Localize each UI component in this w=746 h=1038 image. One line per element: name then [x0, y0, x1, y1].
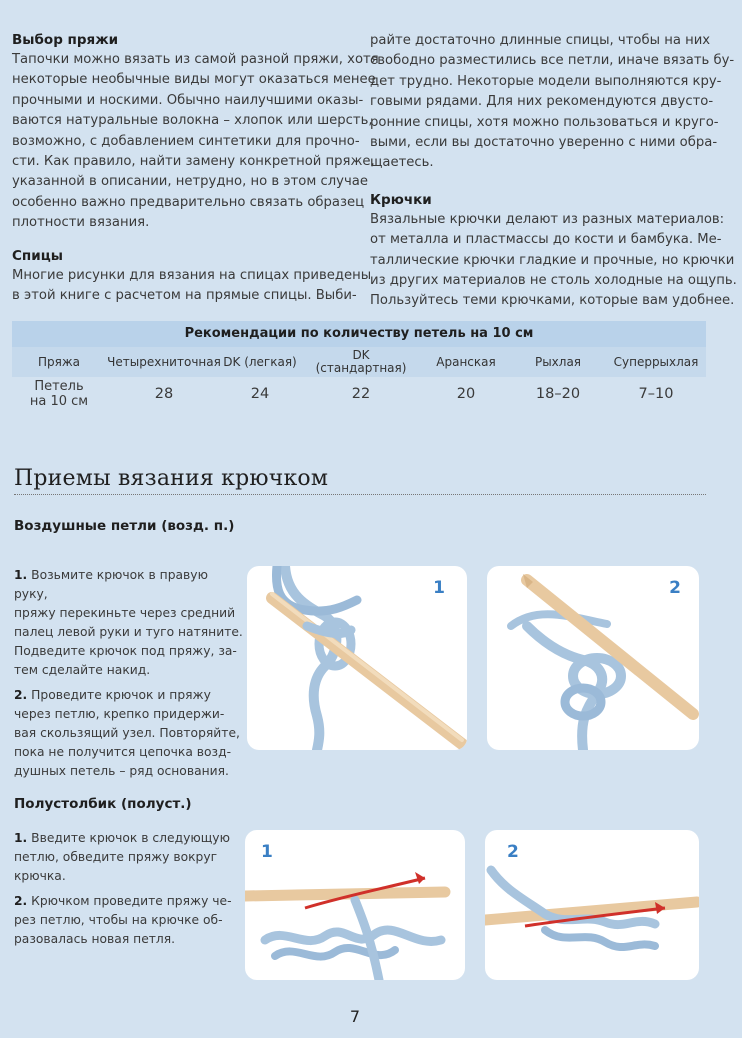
text-line: таллические крючки гладкие и прочные, но крючки	[370, 252, 735, 268]
step-number: 2.	[14, 688, 28, 702]
text-line: некоторые необычные виды могут оказаться менее	[12, 72, 376, 88]
value-dk-light: 24	[250, 386, 270, 402]
right-column	[370, 31, 737, 312]
yarn-heading: Выбор пряжи	[12, 32, 119, 48]
text-line: сти. Как правило, найти замену конкретной пряже,	[12, 154, 375, 170]
text-line: дет трудно. Некоторые модели выполняются кру-	[370, 73, 722, 89]
yarn-text	[12, 50, 379, 234]
text-line: палец левой руки и туго натяните.	[14, 625, 243, 639]
text-line: душных петель – ряд основания.	[14, 764, 229, 778]
header-dk: DK	[352, 348, 370, 362]
page-edge	[742, 0, 746, 1038]
section-title: Приемы вязания крючком	[14, 466, 329, 491]
chain-heading: Воздушные петли (возд. п.)	[14, 518, 235, 534]
text-line: Пользуйтесь теми крючками, которые вам удобнее.	[370, 293, 735, 309]
figure-number: 2	[669, 578, 681, 598]
text-line: пряжу перекиньте через средний	[14, 606, 236, 620]
value-bulky: 18–20	[535, 386, 581, 402]
value-dk-standard: 22	[351, 386, 371, 402]
step-number: 1.	[14, 568, 28, 582]
chain-illustration-1	[247, 566, 467, 750]
text-line: крючка.	[14, 869, 66, 883]
header-dk-standard: (стандартная)	[315, 361, 407, 375]
text-line: тем сделайте накид.	[14, 663, 151, 677]
table-title: Рекомендации по количеству петель на 10 см	[12, 321, 706, 347]
text-line: Проведите крючок и пряжу	[27, 688, 211, 702]
text-line: вая скользящий узел. Повторяйте,	[14, 726, 240, 740]
value-aran: 20	[456, 386, 476, 402]
text-line: разовалась новая петля.	[14, 932, 176, 946]
text-line: указанной в описании, нетрудно, но в этом случае	[12, 174, 368, 190]
slip-heading: Полустолбик (полуст.)	[14, 796, 192, 812]
table-value-row	[12, 377, 706, 415]
value-super-bulky: 7–10	[638, 386, 674, 402]
text-line: говыми рядами. Для них рекомендуются двусто-	[370, 94, 714, 110]
row-label	[30, 379, 88, 409]
figure-number: 2	[507, 842, 519, 862]
chain-step-2	[14, 686, 244, 781]
text-line: в этой книге с расчетом на прямые спицы. Выби-	[12, 288, 357, 304]
header-dk-light: DK (легкая)	[223, 355, 297, 369]
hooks-heading: Крючки	[370, 191, 432, 208]
chain-steps	[14, 566, 244, 781]
text-line: из других материалов не столь холодные на ощупь.	[370, 273, 737, 289]
text-line: Подведите крючок под пряжу, за-	[14, 644, 237, 658]
text-line: Введите крючок в следующую	[27, 831, 230, 845]
header-yarn: Пряжа	[37, 355, 81, 369]
text-line: Возьмите крючок в правую руку,	[14, 568, 208, 601]
header-super-bulky: Суперрыхлая	[613, 355, 699, 369]
text-line: рез петлю, чтобы на крючке об-	[14, 913, 223, 927]
stitch-gauge-table	[12, 321, 706, 415]
hooks-text	[370, 210, 737, 312]
text-line: выми, если вы достаточно уверенно с ними обра-	[370, 135, 718, 151]
text-line: щаетесь.	[370, 155, 434, 171]
text-line: ваются натуральные волокна – хлопок или шерсть,	[12, 113, 373, 129]
chain-step-1	[14, 566, 244, 680]
text-line: особенно важно предварительно связать образец	[12, 194, 365, 210]
text-line: возможно, с добавлением синтетики для прочно-	[12, 133, 360, 149]
slip-illustration-2	[485, 830, 699, 980]
title-divider	[14, 494, 706, 495]
text-line: Крючком проведите пряжу че-	[27, 894, 232, 908]
slip-step-2	[14, 892, 244, 949]
step-number: 2.	[14, 894, 28, 908]
text-line: пока не получится цепочка возд-	[14, 745, 232, 759]
table-header-row	[12, 347, 706, 377]
hook-yarn-drawing	[245, 830, 465, 980]
text-line: райте достаточно длинные спицы, чтобы на них	[370, 33, 711, 48]
slip-step-1	[14, 829, 244, 886]
chain-illustration-2	[487, 566, 699, 750]
needles-heading: Спицы	[12, 247, 63, 264]
text-line: петлю, обведите пряжу вокруг	[14, 850, 218, 864]
text-line: через петлю, крепко придержи-	[14, 707, 225, 721]
needles-text-continued	[370, 31, 735, 174]
slip-illustration-1	[245, 830, 465, 980]
header-aran: Аранская	[436, 355, 496, 369]
hook-yarn-drawing	[487, 566, 699, 750]
needles-text	[12, 266, 372, 307]
text-line: Тапочки можно вязать из самой разной пряжи, хотя	[12, 52, 379, 67]
text-line: ронние спицы, хотя можно пользоваться и круго-	[370, 114, 719, 130]
header-bulky: Рыхлая	[534, 355, 582, 369]
value-fingering: 28	[154, 386, 174, 402]
step-number: 1.	[14, 831, 28, 845]
page-number: 7	[349, 1007, 361, 1026]
text-line: Вязальные крючки делают из разных материалов:	[370, 211, 725, 227]
header-fingering: Четырехниточная	[107, 355, 221, 369]
slip-steps	[14, 829, 244, 949]
text-line: свободно разместились все петли, иначе вязать бу-	[370, 53, 735, 69]
row-label-line: на 10 см	[29, 394, 89, 409]
text-line: от металла и пластмассы до кости и бамбука. Ме-	[370, 232, 722, 248]
figure-number: 1	[433, 578, 445, 598]
figure-number: 1	[261, 842, 273, 862]
text-line: прочными и носкими. Обычно наилучшими оказы-	[12, 92, 364, 108]
text-line: плотности вязания.	[12, 215, 150, 231]
left-column	[12, 30, 379, 306]
text-line: Многие рисунки для вязания на спицах приведены	[12, 267, 372, 283]
row-label-line: Петель	[34, 379, 84, 394]
